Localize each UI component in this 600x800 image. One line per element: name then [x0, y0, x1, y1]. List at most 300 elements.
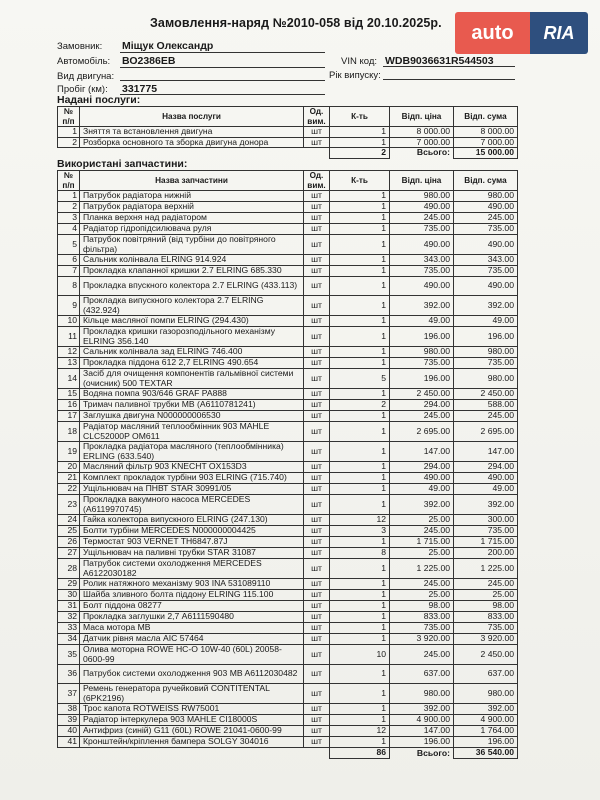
item-name: Прокладка заглушки 2,7 A6111590480 — [80, 612, 304, 623]
item-unit: шт — [304, 127, 330, 138]
table-row — [58, 665, 518, 684]
item-sum: 8 000.00 — [454, 127, 518, 138]
item-name: Планка верхня над радіатором — [80, 213, 304, 224]
table-row — [58, 484, 518, 495]
item-sum: 980.00 — [454, 684, 518, 704]
col-unit: Од. вим. — [304, 107, 330, 127]
total-sum: 15 000.00 — [454, 148, 518, 159]
autoria-logo — [455, 12, 588, 54]
item-name: Кронштейн/кріплення бампера SOLGY 304016 — [80, 737, 304, 748]
item-unit: шт — [304, 296, 330, 316]
item-sum: 735.00 — [454, 224, 518, 235]
item-name: Комплект прокладок турбіни 903 ELRING (715.740) — [80, 473, 304, 484]
col-unit: Од. вим. — [304, 171, 330, 191]
item-qty: 3 — [330, 526, 390, 537]
item-qty: 1 — [330, 559, 390, 579]
item-unit: шт — [304, 665, 330, 684]
table-row — [58, 400, 518, 411]
item-price: 735.00 — [390, 623, 454, 634]
table-row — [58, 623, 518, 634]
engine-label: Вид двигуна: — [57, 71, 115, 82]
table-row — [58, 255, 518, 266]
item-qty: 1 — [330, 255, 390, 266]
item-sum: 49.00 — [454, 484, 518, 495]
item-sum: 980.00 — [454, 191, 518, 202]
item-qty: 1 — [330, 389, 390, 400]
table-row — [58, 726, 518, 737]
item-name: Радіатор масляний теплообмінник 903 MAHLE CLC52000P OM611 — [80, 422, 304, 442]
item-qty: 1 — [330, 191, 390, 202]
table-row — [58, 127, 518, 138]
item-unit: шт — [304, 327, 330, 347]
item-qty: 1 — [330, 422, 390, 442]
item-qty: 10 — [330, 645, 390, 665]
item-sum: 637.00 — [454, 665, 518, 684]
item-name: Датчик рівня масла AIC 57464 — [80, 634, 304, 645]
row-number: 19 — [58, 442, 80, 462]
item-unit: шт — [304, 422, 330, 442]
item-unit: шт — [304, 411, 330, 422]
item-price: 147.00 — [390, 726, 454, 737]
parts-heading: Використані запчастини: — [57, 158, 188, 170]
row-number: 27 — [58, 548, 80, 559]
row-number: 5 — [58, 235, 80, 255]
row-number: 13 — [58, 358, 80, 369]
item-unit: шт — [304, 634, 330, 645]
item-sum: 25.00 — [454, 590, 518, 601]
item-price: 637.00 — [390, 665, 454, 684]
row-number: 2 — [58, 137, 80, 148]
row-number: 9 — [58, 296, 80, 316]
car-underline — [120, 67, 325, 68]
item-name: Прокладка впускного колектора 2.7 ELRING (433.113) — [80, 277, 304, 296]
item-price: 490.00 — [390, 235, 454, 255]
item-name: Тримач паливної трубки MB (A6110781241) — [80, 400, 304, 411]
item-unit: шт — [304, 645, 330, 665]
item-unit: шт — [304, 737, 330, 748]
row-number: 26 — [58, 537, 80, 548]
item-price: 980.00 — [390, 347, 454, 358]
item-price: 343.00 — [390, 255, 454, 266]
item-qty: 1 — [330, 277, 390, 296]
item-name: Антифриз (синій) G11 (60L) ROWE 21041-0600-99 — [80, 726, 304, 737]
item-unit: шт — [304, 579, 330, 590]
logo-part-ria: RIA — [530, 12, 588, 54]
table-row — [58, 224, 518, 235]
item-price: 4 900.00 — [390, 715, 454, 726]
item-price: 735.00 — [390, 358, 454, 369]
row-number: 37 — [58, 684, 80, 704]
row-number: 25 — [58, 526, 80, 537]
item-sum: 490.00 — [454, 202, 518, 213]
item-price: 735.00 — [390, 224, 454, 235]
col-sum: Відп. сума — [454, 171, 518, 191]
item-name: Патрубок повітряний (від турбіни до повітряного фільтра) — [80, 235, 304, 255]
item-unit: шт — [304, 495, 330, 515]
item-name: Патрубок радіатора верхній — [80, 202, 304, 213]
row-number: 36 — [58, 665, 80, 684]
item-name: Термостат 903 VERNET TH6847.87J — [80, 537, 304, 548]
services-table — [57, 106, 518, 159]
row-number: 21 — [58, 473, 80, 484]
item-qty: 1 — [330, 623, 390, 634]
row-number: 12 — [58, 347, 80, 358]
item-name: Розборка основного та зборка двигуна донора — [80, 137, 304, 148]
row-number: 31 — [58, 601, 80, 612]
item-sum: 392.00 — [454, 495, 518, 515]
total-label: Всього: — [416, 147, 450, 158]
table-row — [58, 202, 518, 213]
item-name: Прокладка вакумного насоса MERCEDES (A6119970745) — [80, 495, 304, 515]
item-qty: 1 — [330, 473, 390, 484]
table-row — [58, 704, 518, 715]
item-unit: шт — [304, 316, 330, 327]
customer-value: Міщук Олександр — [122, 40, 214, 52]
table-row — [58, 235, 518, 255]
item-price: 49.00 — [390, 484, 454, 495]
row-number: 39 — [58, 715, 80, 726]
mileage-value: 331775 — [122, 83, 158, 95]
item-unit: шт — [304, 726, 330, 737]
item-unit: шт — [304, 526, 330, 537]
item-sum: 294.00 — [454, 462, 518, 473]
item-sum: 2 450.00 — [454, 645, 518, 665]
item-qty: 5 — [330, 369, 390, 389]
row-number: 11 — [58, 327, 80, 347]
item-price: 196.00 — [390, 327, 454, 347]
item-name: Кільце масляної помпи ELRING (294.430) — [80, 316, 304, 327]
item-unit: шт — [304, 442, 330, 462]
item-name: Маса мотора MB — [80, 623, 304, 634]
row-number: 38 — [58, 704, 80, 715]
item-price: 49.00 — [390, 316, 454, 327]
item-price: 196.00 — [390, 369, 454, 389]
table-row — [58, 645, 518, 665]
customer-label: Замовник: — [57, 41, 103, 52]
item-qty: 12 — [330, 515, 390, 526]
item-name: Ущільнювач на паливні трубки STAR 31087 — [80, 548, 304, 559]
item-qty: 1 — [330, 411, 390, 422]
item-price: 294.00 — [390, 462, 454, 473]
item-name: Болт піддона 08277 — [80, 601, 304, 612]
item-qty: 1 — [330, 358, 390, 369]
item-sum: 4 900.00 — [454, 715, 518, 726]
item-sum: 245.00 — [454, 213, 518, 224]
parts-table — [57, 170, 518, 759]
total-spacer — [58, 748, 330, 759]
item-unit: шт — [304, 548, 330, 559]
item-qty: 2 — [330, 400, 390, 411]
vin-value: WDB9036631R544503 — [385, 55, 494, 67]
item-name: Патрубок радіатора нижній — [80, 191, 304, 202]
item-qty: 1 — [330, 224, 390, 235]
item-unit: шт — [304, 202, 330, 213]
row-number: 33 — [58, 623, 80, 634]
item-price: 98.00 — [390, 601, 454, 612]
table-row — [58, 411, 518, 422]
row-number: 1 — [58, 191, 80, 202]
engine-underline — [120, 80, 325, 81]
item-sum: 490.00 — [454, 235, 518, 255]
row-number: 16 — [58, 400, 80, 411]
item-sum: 245.00 — [454, 579, 518, 590]
item-name: Ремень генератора ручейковий CONTITENTAL (6PK2196) — [80, 684, 304, 704]
col-price: Відп. ціна — [390, 171, 454, 191]
col-price: Відп. ціна — [390, 107, 454, 127]
item-name: Сальник колінвала зад ELRING 746.400 — [80, 347, 304, 358]
row-number: 24 — [58, 515, 80, 526]
row-number: 1 — [58, 127, 80, 138]
item-sum: 196.00 — [454, 737, 518, 748]
row-number: 30 — [58, 590, 80, 601]
item-price: 2 695.00 — [390, 422, 454, 442]
table-row — [58, 737, 518, 748]
table-row — [58, 526, 518, 537]
item-name: Болти турбіни MERCEDES N000000004425 — [80, 526, 304, 537]
item-name: Ролик натяжного механізму 903 INA 531089110 — [80, 579, 304, 590]
item-unit: шт — [304, 358, 330, 369]
item-qty: 1 — [330, 634, 390, 645]
item-name: Прокладка клапанної кришки 2.7 ELRING 685.330 — [80, 266, 304, 277]
item-sum: 98.00 — [454, 601, 518, 612]
item-sum: 300.00 — [454, 515, 518, 526]
item-unit: шт — [304, 537, 330, 548]
item-price: 392.00 — [390, 704, 454, 715]
table-row — [58, 389, 518, 400]
total-label: Всього: — [416, 747, 450, 758]
item-price: 245.00 — [390, 411, 454, 422]
item-name: Олива моторна ROWE HC-O 10W-40 (60L) 20058-0600-99 — [80, 645, 304, 665]
item-name: Трос капота ROTWEISS RW75001 — [80, 704, 304, 715]
table-row — [58, 684, 518, 704]
item-unit: шт — [304, 715, 330, 726]
table-row — [58, 277, 518, 296]
item-qty: 1 — [330, 579, 390, 590]
item-unit: шт — [304, 515, 330, 526]
table-row — [58, 369, 518, 389]
item-sum: 343.00 — [454, 255, 518, 266]
item-unit: шт — [304, 590, 330, 601]
table-row — [58, 715, 518, 726]
col-service-name: Назва послуги — [80, 107, 304, 127]
total-row — [58, 148, 518, 159]
col-qty: К-ть — [330, 107, 390, 127]
table-row — [58, 296, 518, 316]
item-price: 245.00 — [390, 645, 454, 665]
item-qty: 1 — [330, 601, 390, 612]
item-name: Гайка колектора випускного ELRING (247.130) — [80, 515, 304, 526]
item-unit: шт — [304, 400, 330, 411]
row-number: 8 — [58, 277, 80, 296]
item-qty: 1 — [330, 213, 390, 224]
year-label: Рік випуску: — [329, 70, 381, 81]
item-sum: 490.00 — [454, 277, 518, 296]
item-sum: 7 000.00 — [454, 137, 518, 148]
table-row — [58, 537, 518, 548]
item-qty: 8 — [330, 548, 390, 559]
row-number: 23 — [58, 495, 80, 515]
item-qty: 1 — [330, 235, 390, 255]
item-name: Шайба зливного болта піддону ELRING 115.100 — [80, 590, 304, 601]
item-qty: 1 — [330, 737, 390, 748]
item-qty: 1 — [330, 127, 390, 138]
item-sum: 2 695.00 — [454, 422, 518, 442]
row-number: 7 — [58, 266, 80, 277]
services-header-row — [58, 107, 518, 127]
item-price: 245.00 — [390, 526, 454, 537]
table-row — [58, 559, 518, 579]
item-sum: 1 715.00 — [454, 537, 518, 548]
item-name: Засіб для очищення компонентів гальмівної системи (очисник) 500 TEXTAR — [80, 369, 304, 389]
row-number: 22 — [58, 484, 80, 495]
item-sum: 833.00 — [454, 612, 518, 623]
item-name: Водяна помпа 903/646 GRAF PA888 — [80, 389, 304, 400]
item-sum: 735.00 — [454, 623, 518, 634]
item-name: Радіатор інтеркулера 903 MAHLE CI18000S — [80, 715, 304, 726]
table-row — [58, 495, 518, 515]
item-price: 245.00 — [390, 579, 454, 590]
item-price: 980.00 — [390, 191, 454, 202]
item-price: 1 225.00 — [390, 559, 454, 579]
item-sum: 735.00 — [454, 266, 518, 277]
item-price: 3 920.00 — [390, 634, 454, 645]
item-unit: шт — [304, 601, 330, 612]
item-name: Патрубок системи охолодження 903 MB A6112030482 — [80, 665, 304, 684]
car-label: Автомобіль: — [57, 56, 111, 67]
table-row — [58, 462, 518, 473]
item-unit: шт — [304, 473, 330, 484]
col-qty: К-ть — [330, 171, 390, 191]
item-qty: 1 — [330, 266, 390, 277]
item-unit: шт — [304, 255, 330, 266]
services-heading: Надані послуги: — [57, 94, 141, 106]
item-price: 25.00 — [390, 515, 454, 526]
item-unit: шт — [304, 235, 330, 255]
item-qty: 1 — [330, 684, 390, 704]
item-price: 735.00 — [390, 266, 454, 277]
row-number: 2 — [58, 202, 80, 213]
total-spacer — [58, 148, 330, 159]
document-title: Замовлення-наряд №2010-058 від 20.10.2025р. — [150, 16, 442, 30]
item-name: Патрубок системи охолодження MERCEDES A6122030182 — [80, 559, 304, 579]
item-qty: 1 — [330, 537, 390, 548]
item-unit: шт — [304, 623, 330, 634]
item-name: Прокладка радіатора масляного (теплообмінника) ERLING (633.540) — [80, 442, 304, 462]
item-price: 147.00 — [390, 442, 454, 462]
item-price: 2 450.00 — [390, 389, 454, 400]
item-unit: шт — [304, 484, 330, 495]
mileage-label: Пробіг (км): — [57, 84, 108, 95]
item-sum: 980.00 — [454, 369, 518, 389]
row-number: 41 — [58, 737, 80, 748]
item-sum: 392.00 — [454, 296, 518, 316]
item-price: 294.00 — [390, 400, 454, 411]
table-row — [58, 473, 518, 484]
row-number: 14 — [58, 369, 80, 389]
item-unit: шт — [304, 462, 330, 473]
item-qty: 1 — [330, 715, 390, 726]
item-qty: 1 — [330, 347, 390, 358]
item-name: Прокладка випускного колектора 2.7 ELRING (432.924) — [80, 296, 304, 316]
row-number: 40 — [58, 726, 80, 737]
item-unit: шт — [304, 347, 330, 358]
row-number: 15 — [58, 389, 80, 400]
item-sum: 196.00 — [454, 327, 518, 347]
item-qty: 1 — [330, 590, 390, 601]
item-unit: шт — [304, 213, 330, 224]
table-row — [58, 347, 518, 358]
item-unit: шт — [304, 224, 330, 235]
item-name: Масляний фільтр 903 KNECHT OX153D3 — [80, 462, 304, 473]
item-price: 196.00 — [390, 737, 454, 748]
total-row — [58, 748, 518, 759]
item-name: Радіатор гідропідсилювача руля — [80, 224, 304, 235]
item-unit: шт — [304, 559, 330, 579]
table-row — [58, 422, 518, 442]
item-price: 1 715.00 — [390, 537, 454, 548]
year-underline — [383, 79, 515, 80]
item-sum: 1 764.00 — [454, 726, 518, 737]
item-price: 833.00 — [390, 612, 454, 623]
customer-underline — [120, 52, 325, 53]
col-number: № п/п — [58, 171, 80, 191]
table-row — [58, 590, 518, 601]
item-price: 392.00 — [390, 495, 454, 515]
item-unit: шт — [304, 684, 330, 704]
item-unit: шт — [304, 266, 330, 277]
item-sum: 147.00 — [454, 442, 518, 462]
item-sum: 200.00 — [454, 548, 518, 559]
item-sum: 1 225.00 — [454, 559, 518, 579]
row-number: 29 — [58, 579, 80, 590]
table-row — [58, 579, 518, 590]
row-number: 35 — [58, 645, 80, 665]
item-price: 490.00 — [390, 473, 454, 484]
item-price: 392.00 — [390, 296, 454, 316]
item-name: Сальник колінвала ELRING 914.924 — [80, 255, 304, 266]
row-number: 10 — [58, 316, 80, 327]
logo-part-auto: auto — [455, 12, 530, 54]
table-row — [58, 213, 518, 224]
row-number: 4 — [58, 224, 80, 235]
item-qty: 1 — [330, 495, 390, 515]
item-qty: 1 — [330, 202, 390, 213]
item-qty: 1 — [330, 612, 390, 623]
table-row — [58, 634, 518, 645]
item-sum: 245.00 — [454, 411, 518, 422]
item-qty: 1 — [330, 316, 390, 327]
row-number: 18 — [58, 422, 80, 442]
item-sum: 980.00 — [454, 347, 518, 358]
item-unit: шт — [304, 612, 330, 623]
item-price: 980.00 — [390, 684, 454, 704]
item-sum: 392.00 — [454, 704, 518, 715]
item-qty: 1 — [330, 704, 390, 715]
table-row — [58, 191, 518, 202]
item-qty: 1 — [330, 442, 390, 462]
table-row — [58, 358, 518, 369]
parts-header-row — [58, 171, 518, 191]
item-sum: 2 450.00 — [454, 389, 518, 400]
total-qty: 86 — [330, 748, 390, 759]
row-number: 32 — [58, 612, 80, 623]
table-row — [58, 515, 518, 526]
item-unit: шт — [304, 277, 330, 296]
row-number: 6 — [58, 255, 80, 266]
item-unit: шт — [304, 389, 330, 400]
item-sum: 490.00 — [454, 473, 518, 484]
row-number: 20 — [58, 462, 80, 473]
